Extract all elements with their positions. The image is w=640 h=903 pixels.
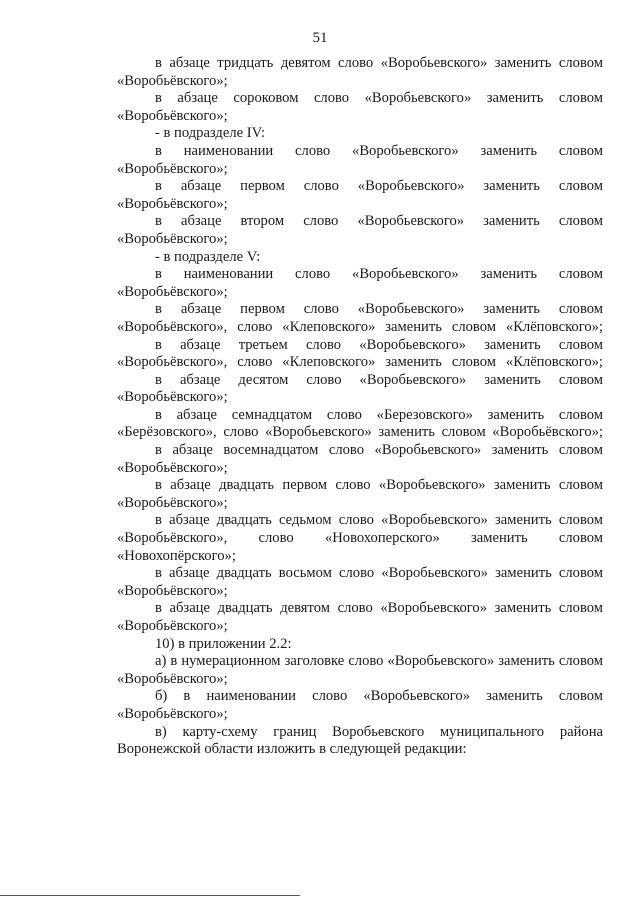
paragraph: в абзаце первом слово «Воробьевского» заменить словом «Воробьёвского», слово «Клеповского» заменить словом «Клёповского»; <box>117 301 603 335</box>
paragraph: в абзаце втором слово «Воробьевского» заменить словом «Воробьёвского»; <box>117 213 603 247</box>
paragraph: в абзаце первом слово «Воробьевского» заменить словом «Воробьёвского»; <box>117 178 603 212</box>
paragraph: в абзаце тридцать девятом слово «Воробьевского» заменить словом «Воробьёвского»; <box>117 55 603 89</box>
paragraph: в абзаце семнадцатом слово «Березовского» заменить словом «Берёзовского», слово «Воробьевского» заменить словом «Воробьёвского»; <box>117 406 603 441</box>
paragraph: в абзаце двадцать седьмом слово «Воробьевского» заменить словом «Воробьёвского», слово «Новохоперского» заменить словом «Новохопёрского»; <box>117 512 603 564</box>
page-number: 51 <box>312 30 328 46</box>
paragraph: в абзаце десятом слово «Воробьевского» заменить словом «Воробьёвского»; <box>117 371 603 406</box>
paragraph: в абзаце восемнадцатом слово «Воробьевского» заменить словом «Воробьёвского»; <box>117 442 603 476</box>
paragraph: в абзаце третьем слово «Воробьевского» заменить словом «Воробьёвского», слово «Клеповского» заменить словом «Клёповского»; <box>117 336 603 371</box>
document-body <box>117 55 603 759</box>
paragraph: в абзаце сороковом слово «Воробьевского» заменить словом «Воробьёвского»; <box>117 90 603 124</box>
subsection-heading: - в подразделе IV: <box>155 125 266 142</box>
paragraph: в наименовании слово «Воробьевского» заменить словом «Воробьёвского»; <box>117 142 603 177</box>
paragraph: в) карту-схему границ Воробьевского муниципального района Воронежской области изложить в следующей редакции: <box>117 723 603 758</box>
paragraph: а) в нумерационном заголовке слово «Воробьевского» заменить словом «Воробьёвского»; <box>117 653 603 687</box>
subsection-heading: - в подразделе V: <box>155 248 261 265</box>
paragraph: в абзаце двадцать восьмом слово «Воробьевского» заменить словом «Воробьёвского»; <box>117 565 603 599</box>
paragraph: в наименовании слово «Воробьевского» заменить словом «Воробьёвского»; <box>117 266 603 300</box>
paragraph: в абзаце двадцать первом слово «Воробьевского» заменить словом «Воробьёвского»; <box>117 477 603 511</box>
item-heading: 10) в приложении 2.2: <box>155 635 292 652</box>
footer-rule <box>0 895 300 896</box>
paragraph: в абзаце двадцать девятом слово «Воробьевского» заменить словом «Воробьёвского»; <box>117 600 603 634</box>
paragraph: б) в наименовании слово «Воробьевского» заменить словом «Воробьёвского»; <box>117 688 603 722</box>
